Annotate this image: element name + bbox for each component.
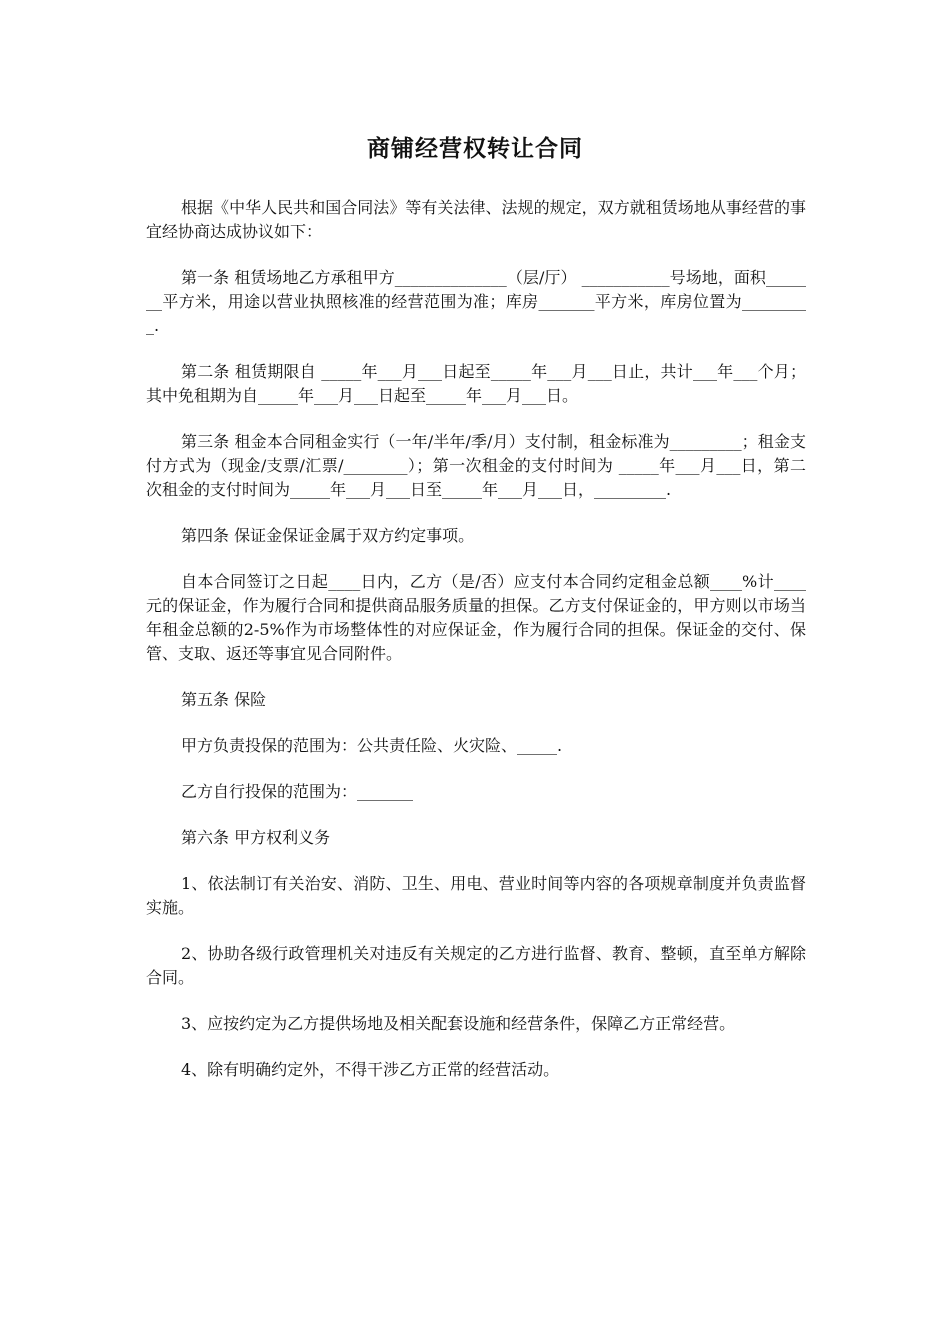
paragraph-deposit: 自本合同签订之日起____日内，乙方（是/否）应支付本合同约定租金总额____%计____元的保证金，作为履行合同和提供商品服务质量的担保。乙方支付保证金的，甲方则以市场当年租金总额的2-5%作为市场整体性的对应保证金，作为履行合同的担保。保证金的交付、保管、支取、返还等事宜见合同附件。 — [146, 572, 806, 663]
paragraph-article-6: 第六条 甲方权利义务 — [181, 828, 331, 847]
paragraph-item-4: 4、除有明确约定外，不得干涉乙方正常的经营活动。 — [181, 1060, 560, 1079]
paragraph-article-2: 第二条 租赁期限自 _____年___月___日起至_____年___月___日止，共计___年___个月；其中免租期为自_____年___月___日起至_____年___月___日。 — [146, 362, 806, 405]
paragraph-article-1: 第一条 租赁场地乙方承租甲方______________（层/厅） ___________号场地，面积_______平方米，用途以营业执照核准的经营范围为准；库房_______平方米，库房位置为_________. — [146, 268, 806, 335]
paragraph-article-3: 第三条 租金本合同租金实行（一年/半年/季/月）支付制，租金标准为_________；租金支付方式为（现金/支票/汇票/________）；第一次租金的支付时间为 _____年___月___日，第二次租金的支付时间为_____年___月___日至_____年___月___日，_________. — [146, 432, 806, 499]
paragraph-party-b-insurance: 乙方自行投保的范围为：_______ — [181, 782, 414, 801]
paragraph-party-a-insurance: 甲方负责投保的范围为：公共责任险、火灾险、_____. — [181, 736, 563, 755]
paragraph-article-5: 第五条 保险 — [181, 690, 267, 709]
paragraph-item-2: 2、协助各级行政管理机关对违反有关规定的乙方进行监督、教育、整顿，直至单方解除合同。 — [146, 944, 806, 987]
paragraph-item-1: 1、依法制订有关治安、消防、卫生、用电、营业时间等内容的各项规章制度并负责监督实施。 — [146, 874, 806, 917]
document-title: 商铺经营权转让合同 — [367, 136, 583, 162]
paragraph-preamble: 根据《中华人民共和国合同法》等有关法律、法规的规定，双方就租赁场地从事经营的事宜经协商达成协议如下： — [146, 198, 806, 241]
paragraph-item-3: 3、应按约定为乙方提供场地及相关配套设施和经营条件，保障乙方正常经营。 — [181, 1014, 736, 1033]
paragraph-article-4: 第四条 保证金保证金属于双方约定事项。 — [181, 526, 475, 545]
document-body — [146, 196, 806, 1104]
